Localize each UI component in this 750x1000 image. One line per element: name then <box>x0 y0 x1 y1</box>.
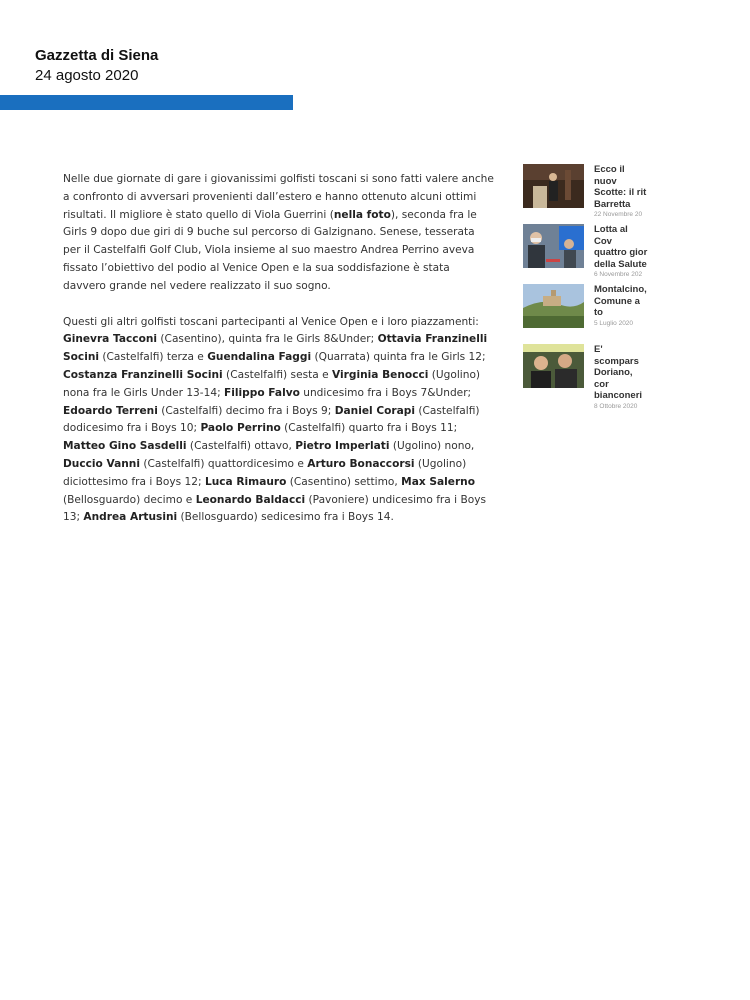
athlete-name: Filippo Falvo <box>224 386 300 399</box>
related-article-date: 6 Novembre 202 <box>594 271 643 278</box>
newspaper-name: Gazzetta di Siena <box>35 47 159 64</box>
athlete-name: Pietro Imperlati <box>295 440 390 453</box>
related-article-4[interactable] <box>523 344 648 410</box>
article-text: (Bellosguardo) sedicesimo fra i Boys 14. <box>177 511 394 524</box>
article-paragraph-2 <box>63 314 495 528</box>
article-text: (Castelfalfi) terza e <box>99 351 208 364</box>
athlete-name: Costanza Franzinelli Socini <box>63 368 223 381</box>
article-body <box>63 171 495 545</box>
related-article-3[interactable] <box>523 284 648 328</box>
athlete-name: Andrea Artusini <box>83 511 178 524</box>
related-articles-sidebar <box>523 164 648 410</box>
article-text: (Bellosguardo) decimo e <box>63 493 196 506</box>
article-text: (Castelfalfi) quarto fra i Boys 11; <box>280 422 458 435</box>
athlete-name: Ottavia Franzinelli Socini <box>63 333 488 364</box>
athlete-name: Ginevra Tacconi <box>63 333 158 346</box>
related-article-title[interactable]: E' scompars Doriano, cor bianconeri <box>594 344 643 401</box>
masthead <box>35 46 158 86</box>
article-text: (Castelfalfi) sesta e <box>222 368 333 381</box>
athlete-name: Daniel Corapi <box>334 404 415 417</box>
article-text: undicesimo fra i Boys 7&Under; <box>299 386 472 399</box>
athlete-name: nella foto <box>333 208 391 221</box>
related-article-1[interactable] <box>523 164 648 218</box>
related-article-title[interactable]: Montalcino, Comune a to <box>594 284 647 318</box>
athlete-name: Guendalina Faggi <box>207 351 312 364</box>
article-text: (Casentino), quinta fra le Girls 8&Under; <box>157 333 378 346</box>
publication-date: 24 agosto 2020 <box>35 67 139 84</box>
athlete-name: Paolo Perrino <box>200 422 281 435</box>
article-text: (Ugolino) nona fra le Girls Under 13-14; <box>63 368 481 399</box>
athlete-name: Edoardo Terreni <box>63 404 158 417</box>
athlete-name: Leonardo Baldacci <box>195 493 306 506</box>
athlete-name: Matteo Gino Sasdelli <box>63 440 187 453</box>
article-paragraph-1 <box>63 171 495 296</box>
related-article-2[interactable] <box>523 224 648 278</box>
article-text: Questi gli altri golfisti toscani partecipanti al Venice Open e i loro piazzamenti: <box>63 315 479 328</box>
related-article-date: 5 Luglio 2020 <box>594 319 634 327</box>
article-text: (Castelfalfi) dodicesimo fra i Boys 10; <box>63 404 480 435</box>
athlete-name: Luca Rimauro <box>204 475 287 488</box>
athlete-name: Virginia Benocci <box>332 368 429 381</box>
article-text: Nelle due giornate di gare i giovanissimi golfisti toscani si sono fatti valere anche a confronto di avversari provenienti dall’estero e hanno ottenuto alcuni ottimi risultati. Il migliore è stato quello di Viola Guerrini ( <box>63 173 494 221</box>
article-text: (Pavoniere) undicesimo fra i Boys 13; <box>63 493 486 524</box>
related-article-date: 22 Novembre 20 <box>594 211 643 218</box>
article-text: (Castelfalfi) quattordicesimo e <box>139 457 308 470</box>
header-accent-bar <box>0 95 293 110</box>
related-article-thumbnail[interactable] <box>523 284 584 328</box>
athlete-name: Duccio Vanni <box>63 457 140 470</box>
article-text: (Castelfalfi) ottavo, <box>186 440 296 453</box>
article-text: (Ugolino) diciottesimo fra i Boys 12; <box>63 457 467 488</box>
article-text: ), seconda fra le Girls 9 dopo due giri di 9 buche sul percorso di Galzignano. Senese, tesserata per il Castelfalfi Golf Club, Viola insieme al suo maestro Andrea Perrino aveva fissato l’obiettivo del podio al Venice Open e la sua soddisfazione è stata davvero grande nel vedere realizzato il suo sogno. <box>63 208 477 292</box>
related-article-title[interactable]: Lotta al Cov quattro gior della Salute <box>594 224 648 270</box>
article-text: (Ugolino) nono, <box>389 440 475 453</box>
related-article-thumbnail[interactable] <box>523 224 584 268</box>
athlete-name: Max Salerno <box>401 475 476 488</box>
related-article-title[interactable]: Ecco il nuov Scotte: il rit Barretta <box>594 164 647 210</box>
article-text: (Quarrata) quinta fra le Girls 12; <box>311 351 486 364</box>
related-article-date: 8 Ottobre 2020 <box>594 402 638 410</box>
article-text: (Castelfalfi) decimo fra i Boys 9; <box>157 404 335 417</box>
article-text: (Casentino) settimo, <box>286 475 402 488</box>
athlete-name: Arturo Bonaccorsi <box>307 457 415 470</box>
related-article-thumbnail[interactable] <box>523 164 584 208</box>
related-article-thumbnail[interactable] <box>523 344 584 388</box>
